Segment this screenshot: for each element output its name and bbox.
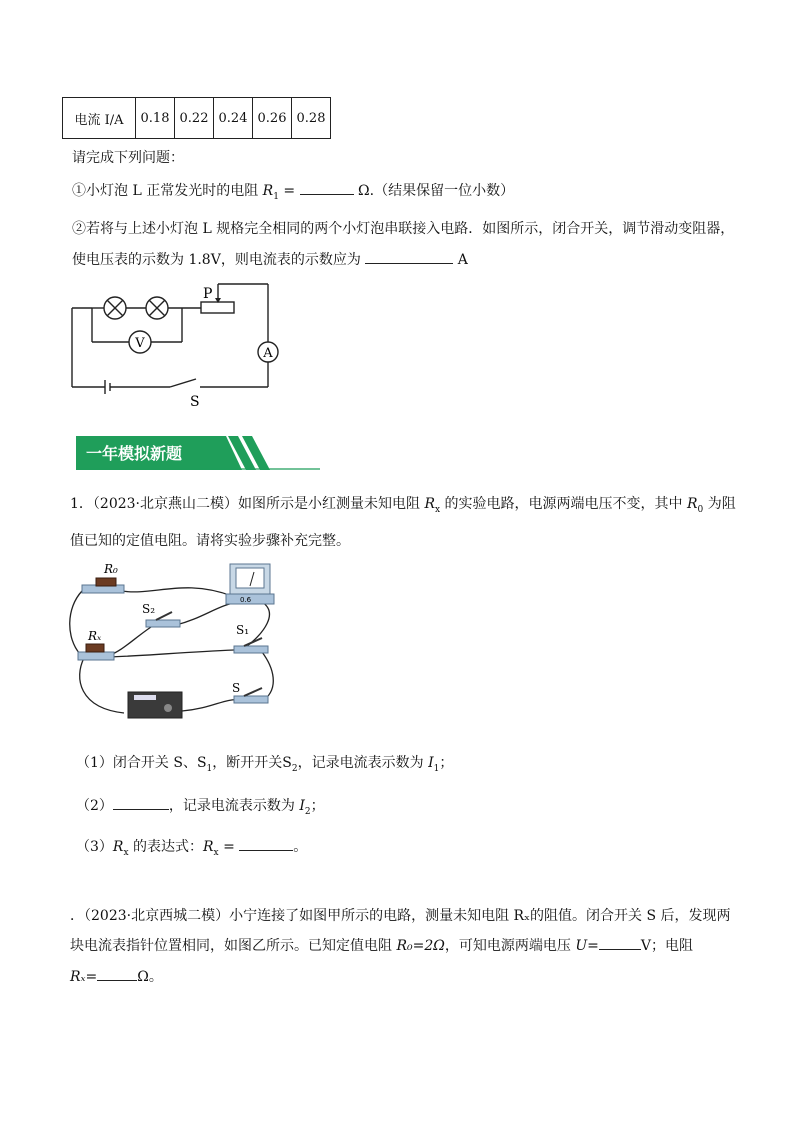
resistor-rx-base: [78, 652, 114, 660]
problem2-line1: ．（2023·北京西城二模）小宁连接了如图甲所示的电路，测量未知电阻 Rₓ的阻值。闭合开关 S 后，发现两: [70, 908, 731, 924]
p2-text-c: V；电阻: [640, 938, 693, 954]
p1-text-c: 为阻: [703, 496, 736, 512]
p1-r0: R: [686, 496, 698, 512]
section-banner-title: 一年模拟新题: [86, 444, 183, 463]
s2-label: S₂: [142, 602, 156, 616]
q1-eq: =: [278, 183, 300, 199]
step2-text-c: ；: [310, 798, 325, 814]
p2-text-d: Ω。: [137, 969, 163, 985]
p1-rx-sub: x: [434, 504, 441, 515]
table-cell: 0.18: [136, 98, 175, 139]
p1-rx: R: [424, 496, 435, 512]
problem1-step3: [76, 836, 307, 864]
table-cell: 0.28: [292, 98, 331, 139]
p2-voltage-blank[interactable]: [599, 935, 641, 950]
p1-r0-sub: 0: [697, 504, 704, 515]
problem1-line2: 值已知的定值电阻。请将实验步骤补充完整。: [70, 533, 350, 549]
rx-label: Rₓ: [88, 629, 102, 643]
s-label: S: [232, 681, 241, 695]
problem1-step2: [76, 795, 325, 823]
step1-sub3: 1: [433, 763, 440, 774]
step2-text-b: ，记录电流表示数为: [168, 798, 300, 814]
q1-suffix: Ω.（结果保留一位小数）: [353, 183, 515, 199]
resistor-r0-icon: [96, 578, 116, 586]
step3-text-a: （3）: [76, 839, 113, 855]
step3-var: R: [112, 839, 124, 855]
voltmeter-label: V: [135, 336, 145, 351]
step3-text-b: 的表达式：: [128, 839, 203, 855]
table-cell: 0.22: [175, 98, 214, 139]
step1-text-b: ，断开开关S: [212, 755, 292, 771]
step1-sub2: 2: [291, 763, 298, 774]
s1-label: S₁: [236, 623, 250, 637]
problem1-line1: [70, 493, 736, 521]
step2-text-a: （2）: [76, 798, 113, 814]
p2-text-a: 块电流表指针位置相同，如图乙所示。已知定值电阻: [70, 938, 397, 954]
table-cell: 0.26: [253, 98, 292, 139]
p2-text-b: ，可知电源两端电压: [444, 938, 576, 954]
step3-var2: R: [203, 839, 214, 855]
q2-line2-suffix: A: [453, 252, 468, 268]
problem2-line3: [70, 966, 163, 988]
switch-s2-icon: [146, 620, 180, 627]
table-header-cell: 电流 I/A: [63, 98, 136, 139]
step1-text-d: ；: [439, 755, 454, 771]
q2-line1: ②若将与上述小灯泡 L 规格完全相同的两个小灯泡串联接入电路．如图所示，闭合开关，调节滑动变阻器，: [72, 221, 735, 237]
q1-var: R: [262, 183, 274, 199]
p1-text-a: 1．（2023·北京燕山二模）如图所示是小红测量未知电阻: [70, 496, 425, 512]
step3-sub2: x: [213, 847, 219, 858]
table-cell: 0.24: [214, 98, 253, 139]
question-1: [72, 180, 514, 208]
switch-s1-icon: [234, 646, 268, 653]
section-banner: [76, 436, 320, 470]
step3-text-c: =: [218, 839, 240, 855]
p2-r0: R₀=2Ω: [396, 938, 445, 954]
table-row: [63, 98, 331, 139]
intro-text: 请完成下列问题：: [72, 150, 184, 166]
step2-answer-blank[interactable]: [113, 795, 169, 810]
step2-var: I: [299, 798, 305, 814]
current-table: [62, 97, 331, 139]
step1-text-a: （1）闭合开关 S、S: [76, 755, 207, 771]
p2-u: U=: [575, 938, 599, 954]
p2-rx: Rₓ=: [70, 969, 98, 985]
step1-sub1: 1: [206, 763, 213, 774]
step3-sub: x: [123, 847, 129, 858]
experiment-photo-diagram: [64, 558, 294, 728]
q2-line2-prefix: 使电压表的示数为 1.8V，则电流表的示数应为: [72, 252, 361, 268]
step1-text-c: ，记录电流表示数为: [297, 755, 429, 771]
slider-label: P: [203, 286, 213, 302]
q1-prefix: ①小灯泡 L 正常发光时的电阻: [72, 183, 263, 199]
r0-label: R₀: [104, 562, 118, 576]
ammeter-scale-label: 0.6: [240, 596, 252, 604]
resistor-rx-icon: [86, 644, 104, 652]
step2-sub: 2: [304, 806, 311, 817]
step3-text-d: 。: [293, 839, 308, 855]
ammeter-label: A: [263, 346, 273, 361]
step1-var: I: [428, 755, 434, 771]
q1-sub: 1: [273, 191, 279, 202]
series-circuit-diagram: [60, 280, 290, 410]
problem2-line2: [70, 935, 693, 957]
q1-answer-blank[interactable]: [300, 180, 354, 195]
question-2-line2: [72, 249, 468, 271]
switch-label: S: [190, 394, 200, 410]
step3-answer-blank[interactable]: [239, 836, 293, 851]
switch-s-icon: [234, 696, 268, 703]
p2-resistance-blank[interactable]: [97, 966, 137, 981]
rheostat-icon: [201, 302, 234, 313]
p1-text-b: 的实验电路，电源两端电压不变，其中: [440, 496, 687, 512]
problem1-step1: [76, 752, 453, 780]
q2-answer-blank[interactable]: [365, 249, 453, 264]
